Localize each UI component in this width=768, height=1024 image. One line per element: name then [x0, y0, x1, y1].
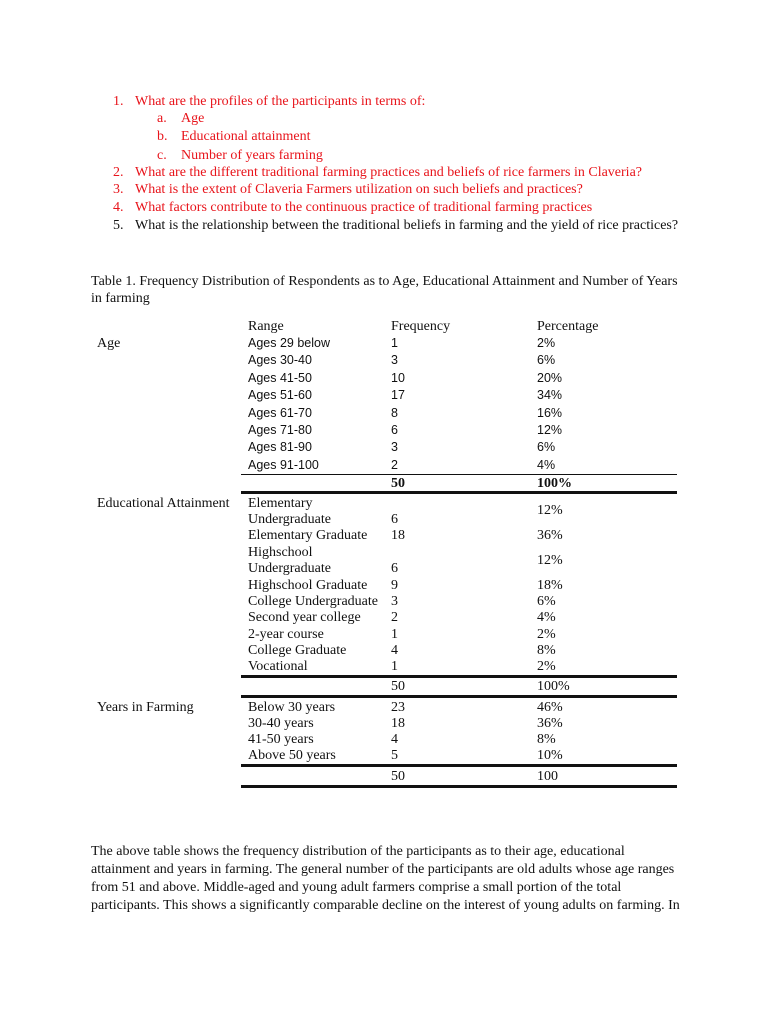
edu-row-range: Elementary Graduate: [248, 528, 368, 543]
sub-a-letter: a.: [157, 111, 167, 126]
edu-row-range-line-2: Undergraduate: [248, 512, 331, 527]
header-range: Range: [248, 319, 284, 334]
age-row-percentage: 34%: [537, 388, 563, 402]
years-total-frequency: 50: [391, 769, 405, 784]
edu-total-top-rule: [241, 675, 677, 678]
years-total-bottom-rule: [241, 785, 677, 788]
header-frequency: Frequency: [391, 319, 451, 334]
years-row-range: 41-50 years: [248, 732, 314, 747]
age-row-frequency: 17: [391, 388, 405, 402]
table-caption-line-2: in farming: [91, 291, 150, 306]
edu-row-frequency: 3: [391, 594, 398, 609]
question-2-number: 2.: [113, 165, 124, 180]
edu-row-range-line-2: Undergraduate: [248, 561, 331, 576]
age-row-percentage: 2%: [537, 336, 556, 350]
age-total-frequency: 50: [391, 476, 405, 491]
question-1-text: What are the profiles of the participants in terms of:: [135, 94, 426, 109]
age-row-range: Ages 51-60: [248, 388, 312, 402]
edu-row-percentage: 18%: [537, 578, 563, 593]
years-row-percentage: 10%: [537, 748, 563, 763]
sub-c-letter: c.: [157, 148, 167, 163]
paragraph-line: participants. This shows a significantly comparable decline on the interest of young adults on farming. In: [91, 898, 680, 913]
age-total-percentage: 100%: [537, 476, 572, 491]
edu-row-range: College Undergraduate: [248, 594, 378, 609]
years-row-range: 30-40 years: [248, 716, 314, 731]
years-row-percentage: 36%: [537, 716, 563, 731]
age-row-range: Ages 29 below: [248, 336, 331, 350]
sub-b-text: Educational attainment: [181, 129, 311, 144]
age-row-percentage: 6%: [537, 353, 556, 367]
question-3-number: 3.: [113, 182, 124, 197]
age-total-bottom-rule: [241, 491, 677, 494]
paragraph-line: The above table shows the frequency distribution of the participants as to their age, educational: [91, 844, 625, 859]
question-2-text: What are the different traditional farming practices and beliefs of rice farmers in Claveria?: [135, 165, 643, 180]
years-row-frequency: 18: [391, 716, 405, 731]
edu-total-frequency: 50: [391, 679, 405, 694]
edu-row-frequency: 6: [391, 512, 398, 527]
question-4-text: What factors contribute to the continuous practice of traditional farming practices: [135, 200, 593, 215]
paragraph-line: from 51 and above. Middle-aged and young adult farmers comprise a small portion of the total: [91, 880, 622, 895]
age-row-frequency: 6: [391, 423, 398, 437]
question-5-text: What is the relationship between the traditional beliefs in farming and the yield of rice practices?: [135, 218, 679, 233]
years-row-range: Below 30 years: [248, 700, 336, 715]
age-row-frequency: 1: [391, 336, 398, 350]
analysis-paragraph: [91, 843, 681, 915]
edu-row-percentage: 6%: [537, 594, 556, 609]
edu-row-frequency: 2: [391, 610, 398, 625]
edu-row-percentage: 12%: [537, 553, 563, 568]
edu-row-percentage: 2%: [537, 659, 556, 674]
age-row-range: Ages 81-90: [248, 440, 312, 454]
section-label-years: Years in Farming: [97, 700, 194, 715]
age-row-frequency: 10: [391, 371, 405, 385]
edu-row-frequency: 1: [391, 659, 398, 674]
age-row-frequency: 3: [391, 440, 398, 454]
age-row-percentage: 6%: [537, 440, 556, 454]
age-row-range: Ages 30-40: [248, 353, 312, 367]
age-row-frequency: 3: [391, 353, 398, 367]
sub-c-text: Number of years farming: [181, 148, 323, 163]
edu-row-percentage: 2%: [537, 627, 556, 642]
edu-row-range: Vocational: [248, 659, 308, 674]
sub-a-text: Age: [181, 111, 205, 126]
edu-total-bottom-rule: [241, 695, 677, 698]
question-4-number: 4.: [113, 200, 124, 215]
age-row-percentage: 12%: [537, 423, 563, 437]
age-row-frequency: 2: [391, 458, 398, 472]
years-row-percentage: 46%: [537, 700, 563, 715]
edu-row-range: Second year college: [248, 610, 361, 625]
edu-row-range: Highschool Graduate: [248, 578, 368, 593]
age-row-range: Ages 61-70: [248, 406, 312, 420]
age-row-frequency: 8: [391, 406, 398, 420]
edu-row-range-line-1: Highschool: [248, 545, 313, 560]
question-5-number: 5.: [113, 218, 124, 233]
age-row-percentage: 4%: [537, 458, 556, 472]
table-caption-line-1: Table 1. Frequency Distribution of Respondents as to Age, Educational Attainment and Number of Years: [91, 274, 678, 289]
header-percentage: Percentage: [537, 319, 599, 334]
age-row-percentage: 16%: [537, 406, 563, 420]
edu-row-percentage: 8%: [537, 643, 556, 658]
age-total-top-rule: [241, 474, 677, 475]
question-1-number: 1.: [113, 94, 124, 109]
age-row-range: Ages 71-80: [248, 423, 312, 437]
edu-row-percentage: 36%: [537, 528, 563, 543]
age-row-range: Ages 91-100: [248, 458, 319, 472]
edu-row-range: College Graduate: [248, 643, 347, 658]
edu-row-frequency: 1: [391, 627, 398, 642]
edu-row-range: 2-year course: [248, 627, 324, 642]
years-total-top-rule: [241, 764, 677, 767]
paragraph-line: attainment and years in farming. The general number of the participants are old adults whose age ranges: [91, 862, 675, 877]
years-row-frequency: 5: [391, 748, 398, 763]
edu-row-percentage: 12%: [537, 503, 563, 518]
edu-row-range-line-1: Elementary: [248, 496, 313, 511]
edu-total-percentage: 100%: [537, 679, 570, 694]
edu-row-frequency: 18: [391, 528, 405, 543]
edu-row-percentage: 4%: [537, 610, 556, 625]
years-row-percentage: 8%: [537, 732, 556, 747]
edu-row-frequency: 9: [391, 578, 398, 593]
edu-row-frequency: 4: [391, 643, 398, 658]
years-row-range: Above 50 years: [248, 748, 336, 763]
years-row-frequency: 23: [391, 700, 405, 715]
section-label-age: Age: [97, 336, 121, 351]
section-label-education: Educational Attainment: [97, 496, 230, 511]
years-row-frequency: 4: [391, 732, 398, 747]
years-total-percentage: 100: [537, 769, 558, 784]
question-3-text: What is the extent of Claveria Farmers utilization on such beliefs and practices?: [135, 182, 583, 197]
age-row-percentage: 20%: [537, 371, 563, 385]
age-row-range: Ages 41-50: [248, 371, 312, 385]
sub-b-letter: b.: [157, 129, 168, 144]
edu-row-frequency: 6: [391, 561, 398, 576]
